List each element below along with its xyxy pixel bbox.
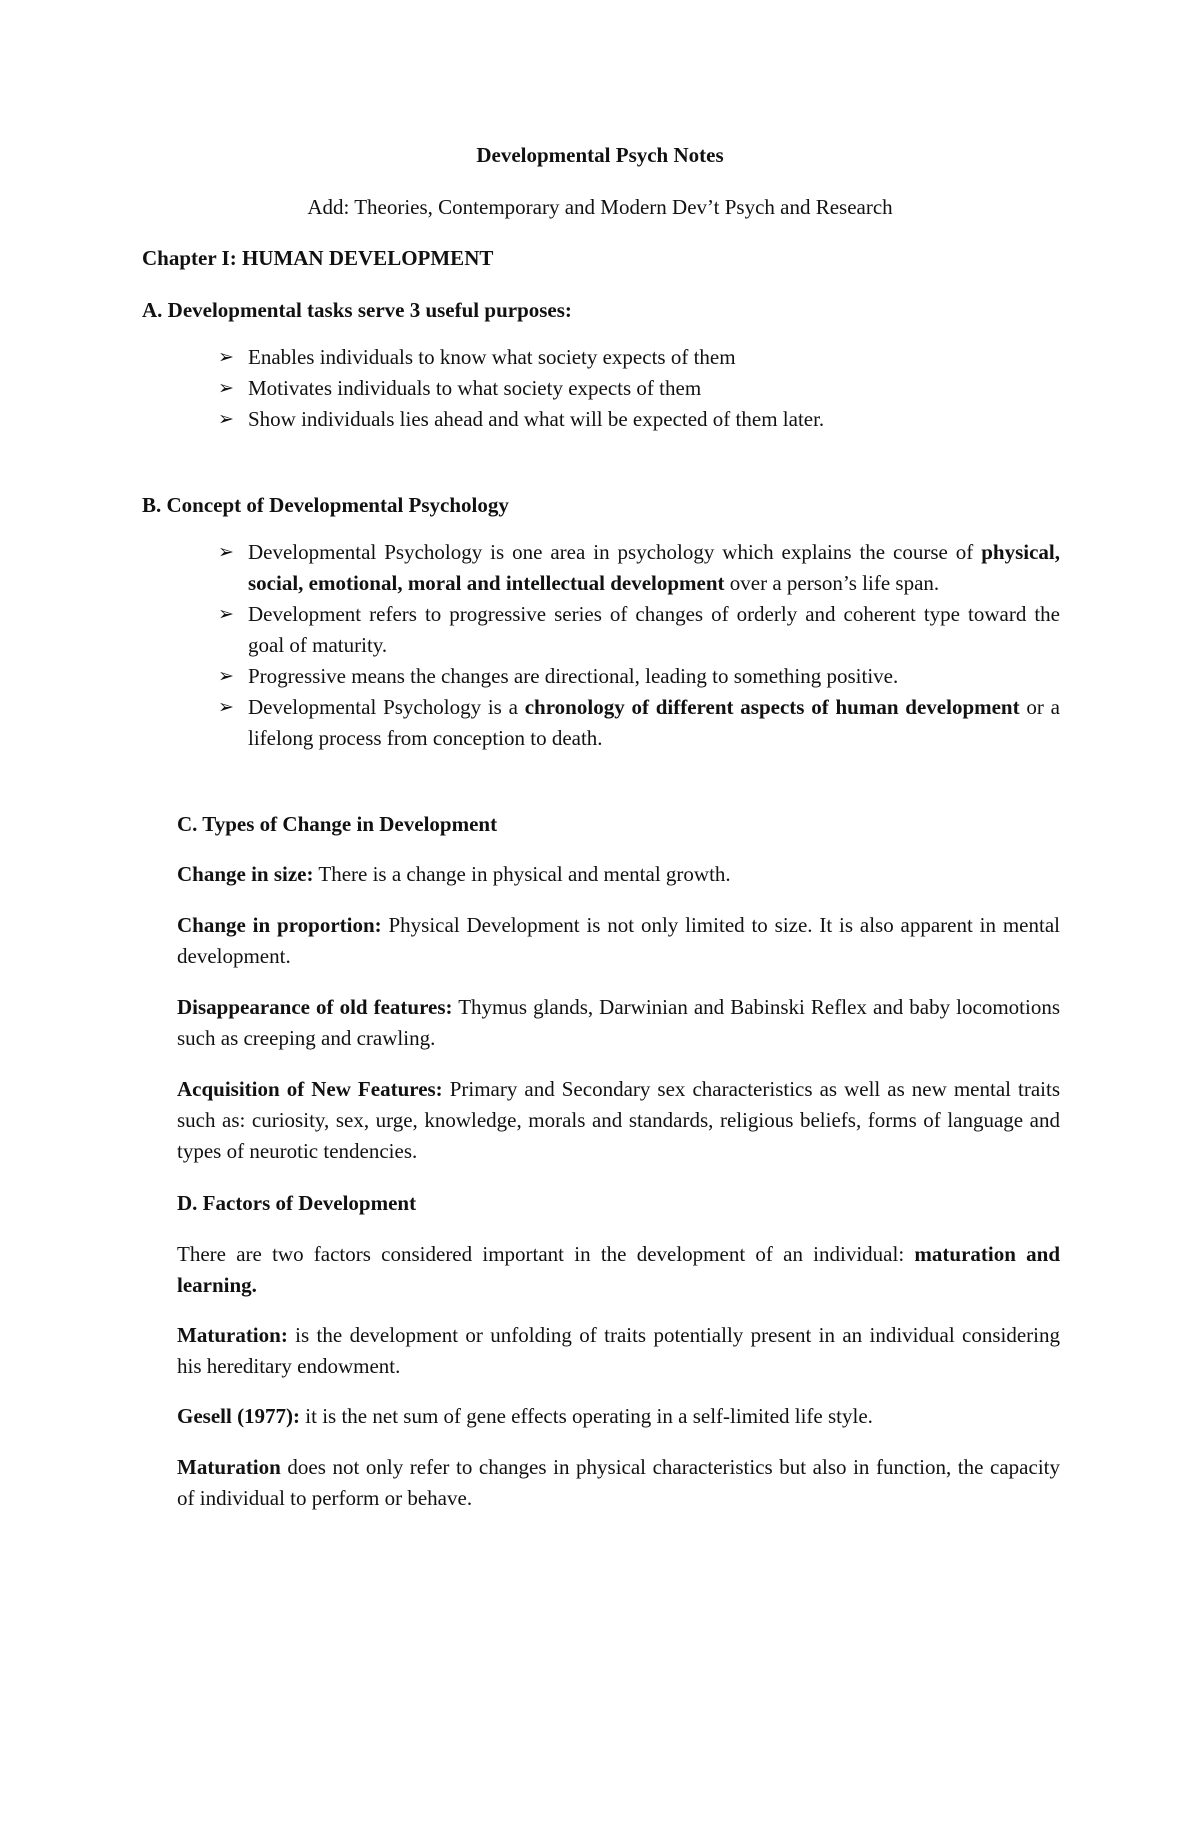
section-a-bullet-list bbox=[218, 342, 1060, 435]
list-item: ➢ Development refers to progressive series of changes of orderly and coherent type toward the goal of maturity. bbox=[248, 599, 1060, 661]
section-b-bullet-list bbox=[218, 537, 1060, 754]
acquisition-paragraph: Acquisition of New Features: Primary and Secondary sex characteristics as well as new mental traits such as: curiosity, sex, urge, knowledge, morals and standards, religious beliefs, forms of language and types of neurotic tendencies. bbox=[177, 1077, 1060, 1163]
document-subtitle: Add: Theories, Contemporary and Modern Dev’t Psych and Research bbox=[307, 195, 893, 219]
section-a-heading: A. Developmental tasks serve 3 useful purposes: bbox=[142, 298, 572, 322]
maturation-function-paragraph: Maturation does not only refer to changes in physical characteristics but also in function, the capacity of individual to perform or behave. bbox=[177, 1455, 1060, 1510]
arrowhead-bullet-icon: ➢ bbox=[218, 603, 234, 625]
list-item: ➢ Enables individuals to know what society expects of them bbox=[248, 342, 1060, 373]
list-item: ➢ Progressive means the changes are directional, leading to something positive. bbox=[248, 661, 1060, 692]
arrowhead-bullet-icon: ➢ bbox=[218, 408, 234, 430]
document-title: Developmental Psych Notes bbox=[476, 143, 724, 167]
arrowhead-bullet-icon: ➢ bbox=[218, 377, 234, 399]
change-in-proportion-paragraph: Change in proportion: Physical Development is not only limited to size. It is also apparent in mental development. bbox=[177, 913, 1060, 968]
disappearance-paragraph: Disappearance of old features: Thymus glands, Darwinian and Babinski Reflex and baby locomotions such as creeping and crawling. bbox=[177, 995, 1060, 1050]
section-d-heading: D. Factors of Development bbox=[177, 1191, 417, 1215]
arrowhead-bullet-icon: ➢ bbox=[218, 541, 234, 563]
arrowhead-bullet-icon: ➢ bbox=[218, 346, 234, 368]
gesell-paragraph: Gesell (1977): it is the net sum of gene effects operating in a self-limited life style. bbox=[177, 1404, 873, 1428]
maturation-paragraph: Maturation: is the development or unfolding of traits potentially present in an individual considering his hereditary endowment. bbox=[177, 1323, 1060, 1378]
list-item: ➢ Show individuals lies ahead and what will be expected of them later. bbox=[248, 404, 1060, 435]
arrowhead-bullet-icon: ➢ bbox=[218, 696, 234, 718]
change-in-size-paragraph: Change in size: There is a change in physical and mental growth. bbox=[177, 862, 731, 886]
chapter-heading: Chapter I: HUMAN DEVELOPMENT bbox=[142, 246, 494, 270]
section-b-heading: B. Concept of Developmental Psychology bbox=[142, 493, 509, 517]
list-item: ➢ Developmental Psychology is one area in psychology which explains the course of physical, social, emotional, moral and intellectual development over a person’s life span. bbox=[248, 537, 1060, 599]
section-c-heading: C. Types of Change in Development bbox=[177, 812, 498, 836]
arrowhead-bullet-icon: ➢ bbox=[218, 665, 234, 687]
list-item: ➢ Motivates individuals to what society expects of them bbox=[248, 373, 1060, 404]
list-item: ➢ Developmental Psychology is a chronology of different aspects of human development or a lifelong process from conception to death. bbox=[248, 692, 1060, 754]
factors-intro-paragraph: There are two factors considered important in the development of an individual: maturation and learning. bbox=[177, 1242, 1061, 1297]
